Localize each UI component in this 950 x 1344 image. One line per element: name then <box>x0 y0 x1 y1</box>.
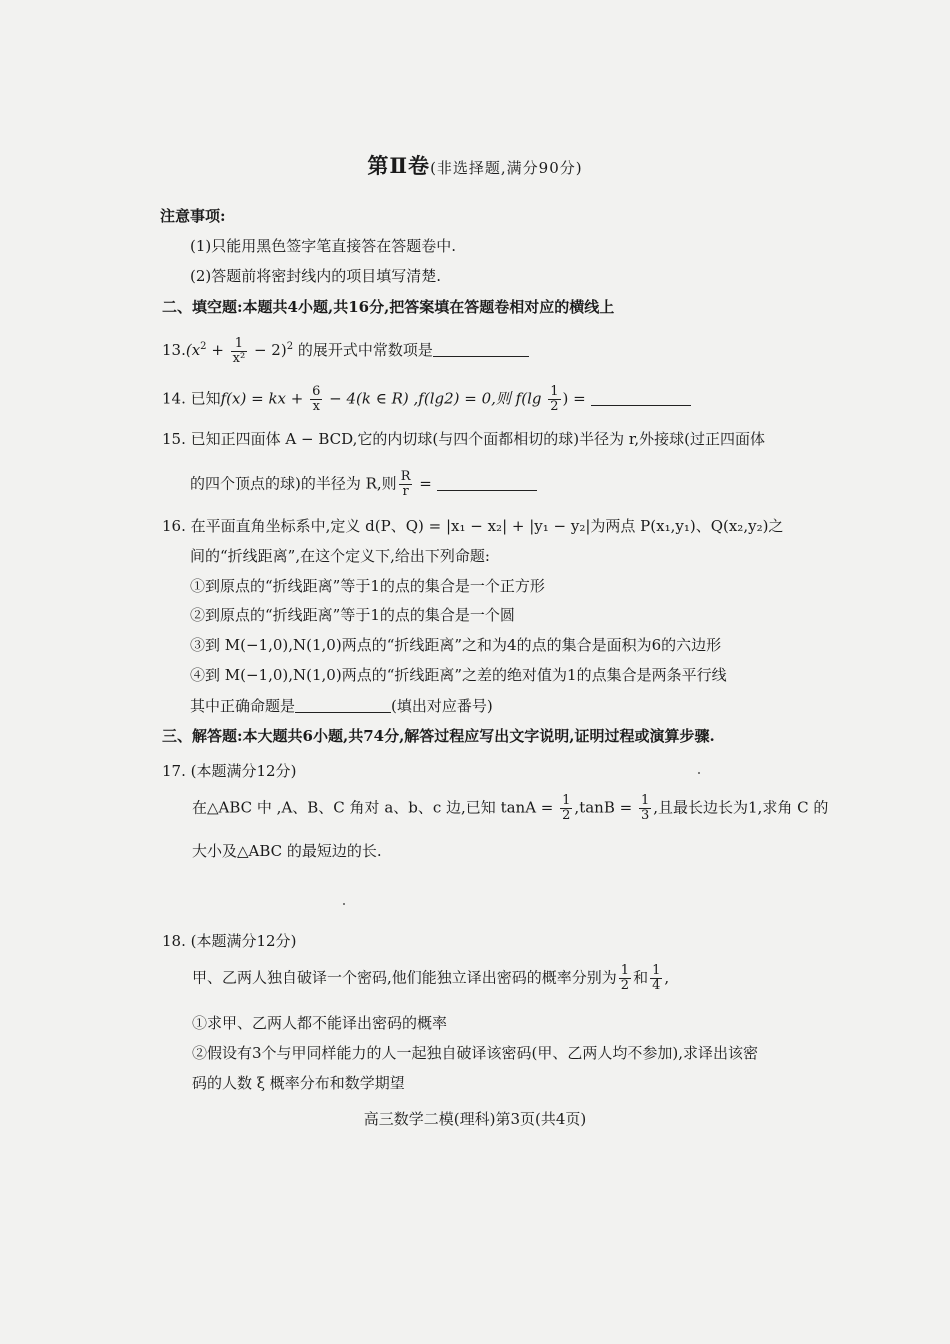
q15-frac-num: R <box>400 469 411 484</box>
q17-text-b: ,tanB = <box>574 798 637 817</box>
q18-text-c: , <box>664 968 670 987</box>
title-subtitle: (非选择题,满分90分) <box>430 159 583 177</box>
q13-exp: 2 <box>286 341 294 352</box>
scan-speck <box>343 903 345 905</box>
q15-text: 的四个顶点的球)的半径为 R,则 <box>190 474 397 493</box>
q18-frac2-den: 4 <box>652 978 661 993</box>
q18-frac1-num: 1 <box>620 963 630 978</box>
q18-fraction-1 <box>619 964 631 993</box>
section3-heading: 三、解答题:本大题共6小题,共74分,解答过程应写出文字说明,证明过程或演算步骤. <box>162 727 715 745</box>
q17-frac2-num: 1 <box>640 793 650 808</box>
q14-frac-den: x <box>312 399 320 414</box>
q14-expr2: − 4(k ∈ R) ,f(lg2) = 0,则 f(lg <box>324 389 547 408</box>
q16-prop-4: ④到 M(−1,0),N(1,0)两点的“折线距离”之差的绝对值为1的点集合是两条平行线 <box>190 666 727 684</box>
q13-expr-close: − 2) <box>249 341 287 359</box>
q17-text-c: ,且最长边长为1,求角 C 的 <box>653 798 829 817</box>
q15-fraction <box>399 470 413 499</box>
q18-sub-2-line-2: 码的人数 ξ 概率分布和数学期望 <box>192 1074 405 1092</box>
q15-eq: = <box>414 474 437 493</box>
scan-speck <box>698 772 700 774</box>
q14-expr3: ) = <box>562 389 591 408</box>
q13-frac-num: 1 <box>231 337 248 352</box>
q18-sub-1: ①求甲、乙两人都不能译出密码的概率 <box>192 1014 448 1032</box>
q17-text-a: 在△ABC 中 ,A、B、C 角对 a、b、c 边,已知 tanA = <box>192 798 559 817</box>
q14-frac-num: 6 <box>312 384 321 399</box>
q14-answer-blank[interactable] <box>591 404 691 406</box>
notice-item-2: (2)答题前将密封线内的项目填写清楚. <box>190 267 442 285</box>
q16-prop-1: ①到原点的“折线距离”等于1的点的集合是一个正方形 <box>190 577 545 595</box>
section2-heading: 二、填空题:本题共4小题,共16分,把答案填在答题卷相对应的横线上 <box>162 298 615 316</box>
q14-number: 14. 已知 <box>162 389 221 408</box>
q17-frac1-num: 1 <box>562 793 571 808</box>
q18-fraction-2 <box>650 964 662 993</box>
page-title <box>0 150 950 180</box>
q15-line-1: 15. 已知正四面体 A − BCD,它的内切球(与四个面都相切的球)半径为 r,外接球(过正四面体 <box>162 430 765 448</box>
q17-line-1 <box>192 794 828 823</box>
q15-answer-blank[interactable] <box>437 489 537 491</box>
q13-expr-plus: + <box>206 341 229 359</box>
q13-answer-blank[interactable] <box>433 355 529 357</box>
q14-frac2-den: 2 <box>550 399 559 414</box>
page-footer: 高三数学二模(理科)第3页(共4页) <box>363 1110 587 1128</box>
q14-fraction-1 <box>310 385 322 414</box>
q18-text-b: 和 <box>633 968 649 987</box>
q18-text-a: 甲、乙两人独自破译一个密码,他们能独立译出密码的概率分别为 <box>192 968 617 987</box>
notice-item-1: (1)只能用黑色签字笔直接答在答题卷中. <box>190 237 457 255</box>
notice-heading: 注意事项: <box>160 207 226 225</box>
q13-frac-den: x² <box>232 350 246 366</box>
q16-prop-2: ②到原点的“折线距离”等于1的点的集合是一个圆 <box>190 606 515 624</box>
q15-frac-den: r <box>402 484 409 499</box>
q17-fraction-2 <box>639 794 651 823</box>
q17-header: 17. (本题满分12分) <box>162 762 297 780</box>
q17-fraction-1 <box>560 794 572 823</box>
q16-line-1: 16. 在平面直角坐标系中,定义 d(P、Q) = |x₁ − x₂| + |y₁ − y₂|为两点 P(x₁,y₁)、Q(x₂,y₂)之 <box>162 517 784 535</box>
q14-fraction-2 <box>548 385 560 414</box>
question-13: $13.(x^2$ + $\frac{1}{\text{x²}}$ − 2)$^2$ 的展开式中常数项是 <box>162 336 529 366</box>
q16-answer-line <box>190 695 493 717</box>
q17-line-2: 大小及△ABC 的最短边的长. <box>192 842 382 860</box>
q18-sub-2-line-1: ②假设有3个与甲同样能力的人一起独自破译该密码(甲、乙两人均不参加),求译出该密 <box>192 1044 759 1062</box>
q16-answer-suffix: (填出对应番号) <box>391 697 493 715</box>
q18-frac2-num: 1 <box>652 963 661 978</box>
q16-answer-blank[interactable] <box>295 711 391 713</box>
q18-frac1-den: 2 <box>620 978 630 993</box>
q13-expr-open: (x <box>185 341 201 359</box>
question-14 <box>162 385 691 414</box>
q17-frac2-den: 3 <box>640 808 650 823</box>
q16-answer-prefix: 其中正确命题是 <box>190 697 296 715</box>
q16-prop-3: ③到 M(−1,0),N(1,0)两点的“折线距离”之和为4的点的集合是面积为6的六边形 <box>190 636 722 654</box>
q13-number: 13. <box>162 341 186 359</box>
q18-header: 18. (本题满分12分) <box>162 932 297 950</box>
q17-frac1-den: 2 <box>562 808 571 823</box>
q16-line-2: 间的“折线距离”,在这个定义下,给出下列命题: <box>190 547 490 565</box>
q13-fraction <box>231 337 248 366</box>
q14-frac2-num: 1 <box>550 384 559 399</box>
q14-expr1: f(x) = kx + <box>220 389 309 408</box>
q13-text: 的展开式中常数项是 <box>293 341 433 359</box>
q18-line-1 <box>192 964 669 993</box>
title-main: 第Ⅱ卷 <box>367 153 431 178</box>
q15-line-2 <box>190 470 537 499</box>
